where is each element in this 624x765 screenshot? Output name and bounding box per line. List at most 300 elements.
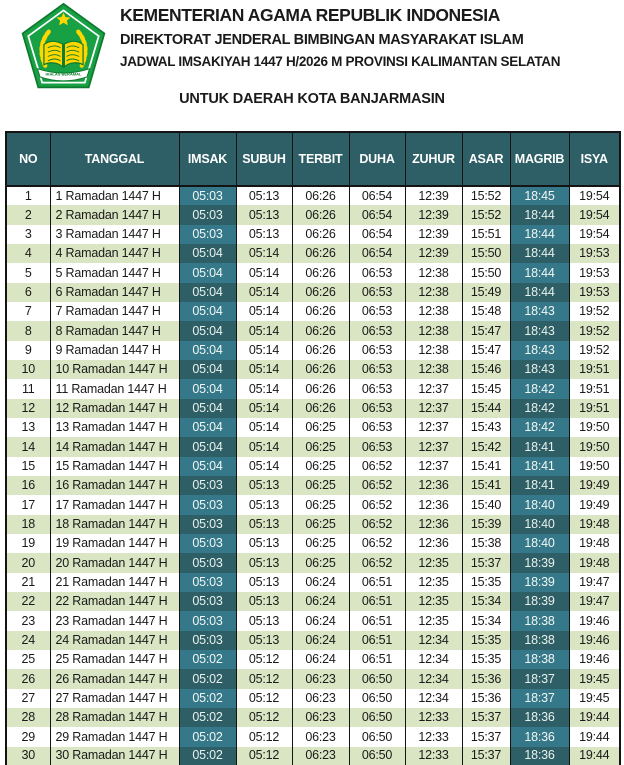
cell-imsak: 05:03 <box>179 495 236 514</box>
cell-tanggal: 18 Ramadan 1447 H <box>50 515 179 534</box>
table-row <box>6 476 620 495</box>
cell-isya: 19:48 <box>569 553 620 572</box>
cell-imsak: 05:03 <box>179 534 236 553</box>
cell-tanggal: 19 Ramadan 1447 H <box>50 534 179 553</box>
cell-duha: 06:53 <box>349 302 405 321</box>
cell-duha: 06:54 <box>349 186 405 205</box>
cell-zuhur: 12:35 <box>405 611 462 630</box>
cell-zuhur: 12:34 <box>405 650 462 669</box>
cell-no: 13 <box>6 418 50 437</box>
cell-no: 21 <box>6 573 50 592</box>
column-header-asar: ASAR <box>462 132 510 186</box>
cell-imsak: 05:03 <box>179 476 236 495</box>
cell-imsak: 05:03 <box>179 553 236 572</box>
cell-magrib: 18:44 <box>510 225 569 244</box>
cell-subuh: 05:14 <box>236 457 292 476</box>
cell-magrib: 18:37 <box>510 689 569 708</box>
cell-tanggal: 8 Ramadan 1447 H <box>50 321 179 340</box>
cell-isya: 19:50 <box>569 437 620 456</box>
cell-tanggal: 30 Ramadan 1447 H <box>50 747 179 765</box>
cell-isya: 19:54 <box>569 205 620 224</box>
cell-isya: 19:50 <box>569 418 620 437</box>
cell-terbit: 06:26 <box>292 360 349 379</box>
cell-zuhur: 12:37 <box>405 399 462 418</box>
cell-duha: 06:51 <box>349 573 405 592</box>
cell-duha: 06:52 <box>349 553 405 572</box>
cell-no: 22 <box>6 592 50 611</box>
cell-zuhur: 12:36 <box>405 476 462 495</box>
table-row <box>6 263 620 282</box>
cell-zuhur: 12:36 <box>405 495 462 514</box>
cell-terbit: 06:23 <box>292 727 349 746</box>
cell-asar: 15:35 <box>462 631 510 650</box>
cell-magrib: 18:37 <box>510 669 569 688</box>
cell-isya: 19:46 <box>569 650 620 669</box>
cell-duha: 06:50 <box>349 708 405 727</box>
cell-terbit: 06:25 <box>292 553 349 572</box>
cell-no: 28 <box>6 708 50 727</box>
cell-magrib: 18:41 <box>510 437 569 456</box>
cell-terbit: 06:26 <box>292 244 349 263</box>
cell-zuhur: 12:39 <box>405 186 462 205</box>
kementerian-agama-logo <box>20 3 107 90</box>
schedule-title: JADWAL IMSAKIYAH 1447 H/2026 M PROVINSI KALIMANTAN SELATAN <box>120 53 561 69</box>
cell-duha: 06:53 <box>349 321 405 340</box>
cell-terbit: 06:23 <box>292 747 349 765</box>
cell-imsak: 05:02 <box>179 689 236 708</box>
cell-isya: 19:48 <box>569 515 620 534</box>
cell-magrib: 18:38 <box>510 611 569 630</box>
cell-terbit: 06:24 <box>292 611 349 630</box>
cell-imsak: 05:02 <box>179 727 236 746</box>
cell-duha: 06:53 <box>349 399 405 418</box>
cell-asar: 15:35 <box>462 650 510 669</box>
cell-isya: 19:45 <box>569 689 620 708</box>
cell-tanggal: 7 Ramadan 1447 H <box>50 302 179 321</box>
cell-zuhur: 12:33 <box>405 747 462 765</box>
cell-subuh: 05:14 <box>236 418 292 437</box>
cell-duha: 06:50 <box>349 669 405 688</box>
cell-no: 16 <box>6 476 50 495</box>
cell-zuhur: 12:36 <box>405 534 462 553</box>
cell-imsak: 05:03 <box>179 186 236 205</box>
cell-no: 29 <box>6 727 50 746</box>
cell-isya: 19:44 <box>569 747 620 765</box>
cell-terbit: 06:23 <box>292 689 349 708</box>
cell-no: 27 <box>6 689 50 708</box>
cell-duha: 06:54 <box>349 225 405 244</box>
cell-no: 1 <box>6 186 50 205</box>
column-header-tanggal: TANGGAL <box>50 132 179 186</box>
column-header-zuhur: ZUHUR <box>405 132 462 186</box>
cell-asar: 15:50 <box>462 244 510 263</box>
header-titles <box>120 5 620 69</box>
cell-tanggal: 22 Ramadan 1447 H <box>50 592 179 611</box>
cell-no: 23 <box>6 611 50 630</box>
cell-magrib: 18:40 <box>510 495 569 514</box>
cell-tanggal: 16 Ramadan 1447 H <box>50 476 179 495</box>
cell-terbit: 06:26 <box>292 205 349 224</box>
table-row <box>6 437 620 456</box>
cell-subuh: 05:13 <box>236 631 292 650</box>
cell-asar: 15:52 <box>462 186 510 205</box>
cell-imsak: 05:04 <box>179 457 236 476</box>
table-row <box>6 708 620 727</box>
cell-imsak: 05:03 <box>179 592 236 611</box>
cell-subuh: 05:14 <box>236 379 292 398</box>
column-header-terbit: TERBIT <box>292 132 349 186</box>
cell-duha: 06:52 <box>349 476 405 495</box>
cell-zuhur: 12:35 <box>405 553 462 572</box>
cell-tanggal: 20 Ramadan 1447 H <box>50 553 179 572</box>
cell-imsak: 05:03 <box>179 573 236 592</box>
cell-zuhur: 12:35 <box>405 592 462 611</box>
cell-asar: 15:35 <box>462 573 510 592</box>
cell-tanggal: 29 Ramadan 1447 H <box>50 727 179 746</box>
cell-duha: 06:50 <box>349 689 405 708</box>
cell-zuhur: 12:33 <box>405 727 462 746</box>
cell-asar: 15:41 <box>462 457 510 476</box>
table-row <box>6 650 620 669</box>
cell-no: 9 <box>6 341 50 360</box>
cell-terbit: 06:25 <box>292 457 349 476</box>
table-row <box>6 418 620 437</box>
cell-tanggal: 9 Ramadan 1447 H <box>50 341 179 360</box>
cell-terbit: 06:24 <box>292 592 349 611</box>
cell-magrib: 18:43 <box>510 302 569 321</box>
cell-imsak: 05:04 <box>179 399 236 418</box>
cell-tanggal: 2 Ramadan 1447 H <box>50 205 179 224</box>
cell-magrib: 18:42 <box>510 399 569 418</box>
table-row <box>6 689 620 708</box>
cell-magrib: 18:44 <box>510 244 569 263</box>
cell-tanggal: 11 Ramadan 1447 H <box>50 379 179 398</box>
cell-tanggal: 28 Ramadan 1447 H <box>50 708 179 727</box>
cell-zuhur: 12:38 <box>405 321 462 340</box>
cell-no: 20 <box>6 553 50 572</box>
cell-subuh: 05:14 <box>236 283 292 302</box>
cell-magrib: 18:36 <box>510 708 569 727</box>
cell-subuh: 05:13 <box>236 573 292 592</box>
cell-terbit: 06:26 <box>292 399 349 418</box>
cell-isya: 19:45 <box>569 669 620 688</box>
cell-isya: 19:44 <box>569 727 620 746</box>
table-row <box>6 186 620 205</box>
cell-zuhur: 12:34 <box>405 689 462 708</box>
cell-terbit: 06:24 <box>292 631 349 650</box>
cell-terbit: 06:25 <box>292 476 349 495</box>
cell-magrib: 18:43 <box>510 360 569 379</box>
cell-subuh: 05:12 <box>236 727 292 746</box>
table-row <box>6 611 620 630</box>
cell-duha: 06:54 <box>349 244 405 263</box>
cell-tanggal: 17 Ramadan 1447 H <box>50 495 179 514</box>
table-row <box>6 631 620 650</box>
table-row <box>6 302 620 321</box>
cell-no: 26 <box>6 669 50 688</box>
cell-isya: 19:54 <box>569 225 620 244</box>
cell-duha: 06:53 <box>349 437 405 456</box>
cell-magrib: 18:39 <box>510 592 569 611</box>
cell-asar: 15:47 <box>462 341 510 360</box>
cell-imsak: 05:04 <box>179 321 236 340</box>
cell-subuh: 05:13 <box>236 592 292 611</box>
table-row <box>6 205 620 224</box>
cell-isya: 19:50 <box>569 457 620 476</box>
cell-magrib: 18:39 <box>510 573 569 592</box>
cell-subuh: 05:13 <box>236 611 292 630</box>
cell-no: 7 <box>6 302 50 321</box>
cell-asar: 15:39 <box>462 515 510 534</box>
cell-duha: 06:53 <box>349 341 405 360</box>
cell-magrib: 18:36 <box>510 727 569 746</box>
cell-asar: 15:45 <box>462 379 510 398</box>
cell-asar: 15:37 <box>462 747 510 765</box>
cell-magrib: 18:39 <box>510 553 569 572</box>
cell-imsak: 05:04 <box>179 341 236 360</box>
cell-isya: 19:53 <box>569 244 620 263</box>
cell-no: 14 <box>6 437 50 456</box>
cell-zuhur: 12:33 <box>405 708 462 727</box>
cell-tanggal: 26 Ramadan 1447 H <box>50 669 179 688</box>
table-row <box>6 495 620 514</box>
cell-no: 3 <box>6 225 50 244</box>
cell-zuhur: 12:38 <box>405 302 462 321</box>
cell-magrib: 18:40 <box>510 534 569 553</box>
cell-zuhur: 12:36 <box>405 515 462 534</box>
table-row <box>6 669 620 688</box>
cell-zuhur: 12:35 <box>405 573 462 592</box>
cell-asar: 15:46 <box>462 360 510 379</box>
cell-subuh: 05:13 <box>236 476 292 495</box>
cell-zuhur: 12:38 <box>405 341 462 360</box>
cell-subuh: 05:12 <box>236 747 292 765</box>
cell-isya: 19:52 <box>569 321 620 340</box>
cell-imsak: 05:04 <box>179 263 236 282</box>
cell-no: 12 <box>6 399 50 418</box>
cell-imsak: 05:04 <box>179 418 236 437</box>
cell-tanggal: 13 Ramadan 1447 H <box>50 418 179 437</box>
cell-imsak: 05:04 <box>179 283 236 302</box>
cell-duha: 06:52 <box>349 515 405 534</box>
cell-subuh: 05:13 <box>236 205 292 224</box>
cell-tanggal: 5 Ramadan 1447 H <box>50 263 179 282</box>
cell-duha: 06:53 <box>349 283 405 302</box>
cell-imsak: 05:02 <box>179 650 236 669</box>
cell-imsak: 05:04 <box>179 244 236 263</box>
table-row <box>6 592 620 611</box>
cell-isya: 19:46 <box>569 631 620 650</box>
cell-zuhur: 12:34 <box>405 669 462 688</box>
cell-imsak: 05:02 <box>179 747 236 765</box>
cell-terbit: 06:26 <box>292 186 349 205</box>
cell-imsak: 05:04 <box>179 379 236 398</box>
cell-terbit: 06:25 <box>292 534 349 553</box>
cell-magrib: 18:45 <box>510 186 569 205</box>
cell-subuh: 05:12 <box>236 689 292 708</box>
cell-isya: 19:52 <box>569 341 620 360</box>
logo-quran-book-icon <box>44 41 83 67</box>
column-header-magrib: MAGRIB <box>510 132 569 186</box>
cell-zuhur: 12:38 <box>405 360 462 379</box>
cell-subuh: 05:13 <box>236 225 292 244</box>
region-title: UNTUK DAERAH KOTA BANJARMASIN <box>179 91 445 107</box>
prayer-times-table <box>5 131 621 765</box>
cell-isya: 19:54 <box>569 186 620 205</box>
logo-banner-text: IKHLAS BERAMAL <box>45 71 82 77</box>
cell-terbit: 06:26 <box>292 225 349 244</box>
cell-imsak: 05:04 <box>179 437 236 456</box>
table-row <box>6 244 620 263</box>
cell-magrib: 18:44 <box>510 205 569 224</box>
cell-no: 8 <box>6 321 50 340</box>
cell-asar: 15:36 <box>462 689 510 708</box>
cell-no: 4 <box>6 244 50 263</box>
cell-asar: 15:42 <box>462 437 510 456</box>
cell-subuh: 05:12 <box>236 708 292 727</box>
cell-subuh: 05:12 <box>236 669 292 688</box>
cell-asar: 15:51 <box>462 225 510 244</box>
directorate-title: DIREKTORAT JENDERAL BIMBINGAN MASYARAKAT ISLAM <box>120 31 524 48</box>
cell-subuh: 05:14 <box>236 321 292 340</box>
cell-tanggal: 14 Ramadan 1447 H <box>50 437 179 456</box>
cell-zuhur: 12:38 <box>405 283 462 302</box>
cell-terbit: 06:24 <box>292 650 349 669</box>
cell-duha: 06:51 <box>349 611 405 630</box>
cell-duha: 06:52 <box>349 495 405 514</box>
cell-terbit: 06:26 <box>292 321 349 340</box>
table-row <box>6 573 620 592</box>
cell-subuh: 05:13 <box>236 553 292 572</box>
cell-terbit: 06:26 <box>292 283 349 302</box>
cell-duha: 06:50 <box>349 747 405 765</box>
cell-isya: 19:48 <box>569 534 620 553</box>
cell-zuhur: 12:39 <box>405 244 462 263</box>
cell-terbit: 06:25 <box>292 495 349 514</box>
cell-asar: 15:50 <box>462 263 510 282</box>
cell-terbit: 06:25 <box>292 418 349 437</box>
cell-tanggal: 3 Ramadan 1447 H <box>50 225 179 244</box>
cell-tanggal: 15 Ramadan 1447 H <box>50 457 179 476</box>
cell-no: 10 <box>6 360 50 379</box>
cell-zuhur: 12:39 <box>405 225 462 244</box>
cell-isya: 19:53 <box>569 263 620 282</box>
cell-subuh: 05:14 <box>236 399 292 418</box>
cell-subuh: 05:13 <box>236 495 292 514</box>
cell-zuhur: 12:37 <box>405 437 462 456</box>
cell-magrib: 18:44 <box>510 263 569 282</box>
cell-no: 24 <box>6 631 50 650</box>
cell-terbit: 06:24 <box>292 573 349 592</box>
cell-duha: 06:50 <box>349 727 405 746</box>
cell-no: 30 <box>6 747 50 765</box>
cell-no: 18 <box>6 515 50 534</box>
cell-magrib: 18:44 <box>510 283 569 302</box>
table-header-row <box>6 132 620 186</box>
table-row <box>6 283 620 302</box>
cell-asar: 15:47 <box>462 321 510 340</box>
column-header-no: NO <box>6 132 50 186</box>
cell-duha: 06:53 <box>349 379 405 398</box>
cell-asar: 15:40 <box>462 495 510 514</box>
table-row <box>6 534 620 553</box>
cell-asar: 15:49 <box>462 283 510 302</box>
cell-no: 6 <box>6 283 50 302</box>
cell-imsak: 05:03 <box>179 225 236 244</box>
cell-asar: 15:43 <box>462 418 510 437</box>
cell-no: 11 <box>6 379 50 398</box>
cell-duha: 06:53 <box>349 360 405 379</box>
cell-imsak: 05:02 <box>179 708 236 727</box>
cell-zuhur: 12:38 <box>405 263 462 282</box>
cell-isya: 19:46 <box>569 611 620 630</box>
cell-magrib: 18:42 <box>510 379 569 398</box>
cell-imsak: 05:03 <box>179 205 236 224</box>
cell-isya: 19:47 <box>569 592 620 611</box>
cell-terbit: 06:26 <box>292 341 349 360</box>
cell-isya: 19:44 <box>569 708 620 727</box>
cell-tanggal: 12 Ramadan 1447 H <box>50 399 179 418</box>
cell-terbit: 06:26 <box>292 379 349 398</box>
column-header-imsak: IMSAK <box>179 132 236 186</box>
cell-tanggal: 1 Ramadan 1447 H <box>50 186 179 205</box>
cell-tanggal: 10 Ramadan 1447 H <box>50 360 179 379</box>
cell-duha: 06:51 <box>349 592 405 611</box>
cell-imsak: 05:04 <box>179 360 236 379</box>
cell-duha: 06:51 <box>349 631 405 650</box>
cell-zuhur: 12:39 <box>405 205 462 224</box>
cell-terbit: 06:26 <box>292 263 349 282</box>
table-row <box>6 360 620 379</box>
cell-terbit: 06:23 <box>292 708 349 727</box>
table-row <box>6 225 620 244</box>
cell-zuhur: 12:37 <box>405 379 462 398</box>
cell-subuh: 05:14 <box>236 360 292 379</box>
cell-no: 5 <box>6 263 50 282</box>
cell-asar: 15:34 <box>462 611 510 630</box>
cell-terbit: 06:26 <box>292 302 349 321</box>
cell-subuh: 05:13 <box>236 186 292 205</box>
cell-imsak: 05:02 <box>179 669 236 688</box>
column-header-duha: DUHA <box>349 132 405 186</box>
table-row <box>6 341 620 360</box>
cell-isya: 19:49 <box>569 476 620 495</box>
cell-imsak: 05:03 <box>179 631 236 650</box>
cell-subuh: 05:13 <box>236 534 292 553</box>
cell-no: 25 <box>6 650 50 669</box>
table-row <box>6 379 620 398</box>
cell-subuh: 05:13 <box>236 515 292 534</box>
table-row <box>6 727 620 746</box>
cell-subuh: 05:14 <box>236 302 292 321</box>
cell-magrib: 18:38 <box>510 650 569 669</box>
cell-subuh: 05:14 <box>236 263 292 282</box>
cell-tanggal: 24 Ramadan 1447 H <box>50 631 179 650</box>
cell-magrib: 18:41 <box>510 457 569 476</box>
cell-duha: 06:54 <box>349 205 405 224</box>
table-row <box>6 457 620 476</box>
table-row <box>6 553 620 572</box>
cell-asar: 15:37 <box>462 727 510 746</box>
cell-isya: 19:49 <box>569 495 620 514</box>
cell-zuhur: 12:37 <box>405 418 462 437</box>
cell-asar: 15:48 <box>462 302 510 321</box>
table-row <box>6 399 620 418</box>
cell-asar: 15:34 <box>462 592 510 611</box>
cell-asar: 15:41 <box>462 476 510 495</box>
table-row <box>6 747 620 765</box>
cell-duha: 06:51 <box>349 650 405 669</box>
